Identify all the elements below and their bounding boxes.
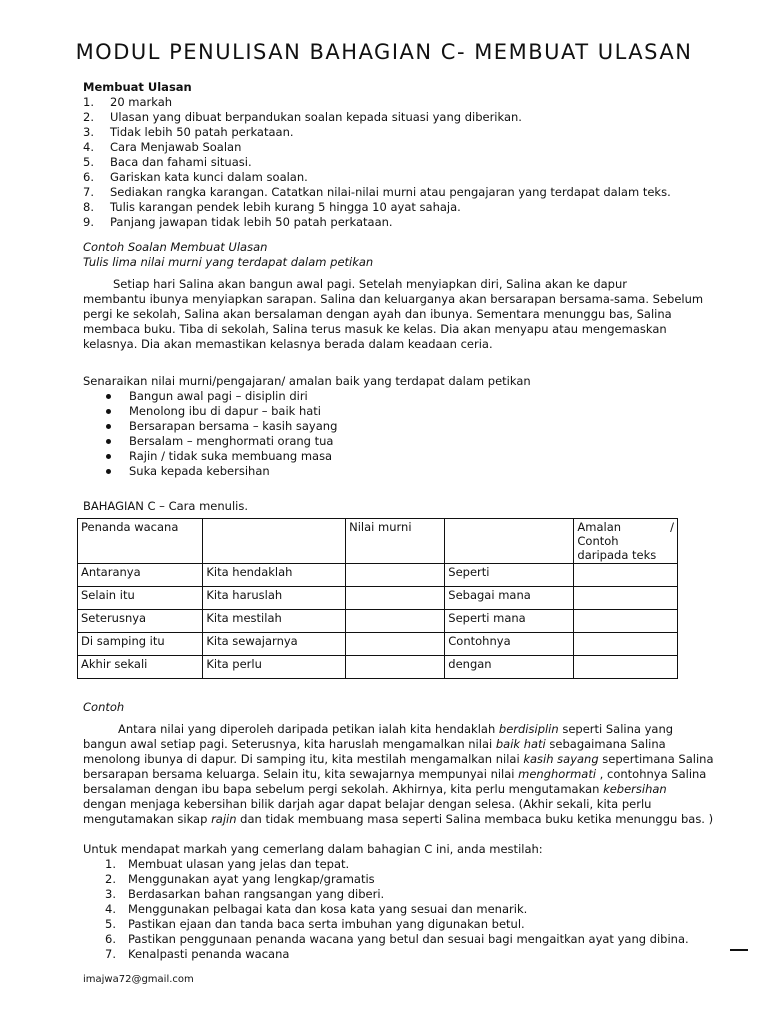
table-cell: [346, 610, 445, 633]
answer-line: [83, 767, 707, 782]
item-number: 3.: [83, 125, 94, 139]
item-number: 7.: [83, 185, 94, 199]
bullet-text: Bersalam – menghormati orang tua: [129, 434, 334, 448]
table-cell: [574, 656, 678, 679]
table-cell: [346, 587, 445, 610]
answer-value: rajin: [211, 812, 237, 826]
section-heading: Membuat Ulasan: [83, 80, 192, 94]
list-item: [83, 140, 683, 155]
list-item: [83, 185, 683, 200]
table-cell: Contohnya: [445, 633, 574, 656]
answer-text: sepertimana Salina: [598, 752, 714, 766]
answer-text: sebagaimana Salina: [545, 737, 666, 751]
list-item: [83, 95, 683, 110]
tip-item: [83, 887, 723, 902]
item-number: 2.: [83, 110, 94, 124]
header-contoh: Contoh: [577, 534, 619, 548]
bullet-text: Bangun awal pagi – disiplin diri: [129, 389, 308, 403]
answer-text: menolong ibunya di dapur. Di samping itu, kita mestilah mengamalkan nilai: [83, 752, 524, 766]
bullet-item: [83, 389, 683, 404]
item-number: 8.: [83, 200, 94, 214]
section-membuat-ulasan: [83, 80, 683, 230]
item-text: Kenalpasti penanda wacana: [128, 947, 290, 961]
tips-section: [83, 842, 723, 962]
tip-item: [83, 857, 723, 872]
table-cell: Kita hendaklah: [203, 564, 346, 587]
item-number: 1.: [105, 857, 116, 871]
bullet-text: Suka kepada kebersihan: [129, 464, 270, 478]
table-cell: Sebagai mana: [445, 587, 574, 610]
passage: [83, 277, 703, 352]
table-row: [78, 564, 678, 587]
answer-value: menghormati: [518, 767, 597, 781]
values-list: [83, 374, 683, 479]
table-row: [78, 587, 678, 610]
bullet-text: Menolong ibu di dapur – baik hati: [129, 404, 322, 418]
answer-text: bangun awal setiap pagi. Seterusnya, kita haruslah mengamalkan nilai: [83, 737, 496, 751]
bullet-item: [83, 434, 683, 449]
header-daripada-teks: daripada teks: [577, 548, 657, 562]
table-cell: Kita mestilah: [203, 610, 346, 633]
item-text: Pastikan penggunaan penanda wacana yang betul dan sesuai bagi mengaitkan ayat yang dibina.: [128, 932, 689, 946]
answer-text: bersarapan bersama keluarga. Selain itu, kita sewajarnya mempunyai nilai: [83, 767, 519, 781]
answer-line: [83, 752, 714, 767]
tip-item: [83, 947, 723, 962]
header-cell: [203, 519, 346, 564]
item-text: Menggunakan pelbagai kata dan kosa kata yang sesuai dan menarik.: [128, 902, 528, 916]
footer-email: imajwa72@gmail.com: [83, 974, 194, 985]
item-number: 1.: [83, 95, 94, 109]
item-text: Ulasan yang dibuat berpandukan soalan kepada situasi yang diberikan.: [110, 110, 522, 124]
table-cell: [346, 564, 445, 587]
item-text: Tidak lebih 50 patah perkataan.: [110, 125, 294, 139]
answer-text: seperti Salina yang: [558, 722, 674, 736]
answer-line: [83, 722, 703, 737]
answer-value: kasih sayang: [523, 752, 599, 766]
bullet-item: [83, 404, 683, 419]
header-slash: /: [670, 520, 674, 534]
item-number: 4.: [83, 140, 94, 154]
answer-line: [83, 782, 703, 797]
item-text: Baca dan fahami situasi.: [110, 155, 252, 169]
passage-line: Setiap hari Salina akan bangun awal pagi. Setelah menyiapkan diri, Salina akan ke dapur: [113, 277, 627, 291]
example-answer-label: Contoh: [83, 700, 125, 714]
example-question: [83, 240, 683, 270]
tip-item: [83, 872, 723, 887]
table-cell: Kita haruslah: [203, 587, 346, 610]
list-item: [83, 170, 683, 185]
list-item: [83, 215, 683, 230]
example-question-instruction: Tulis lima nilai murni yang terdapat dalam petikan: [83, 255, 374, 269]
item-text: Panjang jawapan tidak lebih 50 patah perkataan.: [110, 215, 393, 229]
table-cell: Seterusnya: [78, 610, 203, 633]
tip-item: [83, 902, 723, 917]
example-question-label: Contoh Soalan Membuat Ulasan: [83, 240, 268, 254]
item-text: Cara Menjawab Soalan: [110, 140, 242, 154]
item-number: 4.: [105, 902, 116, 916]
writing-table: [77, 518, 678, 679]
bullet-item: [83, 449, 683, 464]
header-cell: Penanda wacana: [78, 519, 203, 564]
tips-intro: Untuk mendapat markah yang cemerlang dalam bahagian C ini, anda mestilah:: [83, 842, 543, 856]
header-cell: [445, 519, 574, 564]
values-intro: Senaraikan nilai murni/pengajaran/ amalan baik yang terdapat dalam petikan: [83, 374, 531, 388]
answer-line: [83, 737, 703, 752]
table-cell: dengan: [445, 656, 574, 679]
table-cell: [346, 633, 445, 656]
table-cell: [346, 656, 445, 679]
answer-text: Antara nilai yang diperoleh daripada petikan ialah kita hendaklah: [118, 722, 499, 736]
tip-item: [83, 932, 723, 947]
table-cell: [574, 564, 678, 587]
tip-item: [83, 917, 723, 932]
passage-line: kelasnya. Dia akan memastikan kelasnya berada dalam keadaan ceria.: [83, 337, 493, 351]
item-number: 3.: [105, 887, 116, 901]
item-text: Menggunakan ayat yang lengkap/gramatis: [128, 872, 375, 886]
item-number: 6.: [105, 932, 116, 946]
item-text: 20 markah: [110, 95, 173, 109]
header-cell: [574, 519, 678, 564]
item-text: Pastikan ejaan dan tanda baca serta imbuhan yang digunakan betul.: [128, 917, 525, 931]
item-text: Tulis karangan pendek lebih kurang 5 hingga 10 ayat sahaja.: [110, 200, 461, 214]
table-cell: Akhir sekali: [78, 656, 203, 679]
item-number: 5.: [83, 155, 94, 169]
table-row: [78, 633, 678, 656]
list-item: [83, 200, 683, 215]
table-section: [83, 499, 683, 514]
table-cell: Seperti: [445, 564, 574, 587]
table-heading: BAHAGIAN C – Cara menulis.: [83, 499, 248, 513]
item-text: Sediakan rangka karangan. Catatkan nilai-nilai murni atau pengajaran yang terdapat dalam teks.: [110, 185, 671, 199]
passage-line: pergi ke sekolah, Salina akan bersalaman dengan ayah dan ibunya. Sementara menunggu bas, Salina: [83, 307, 672, 321]
answer-line: [83, 797, 703, 812]
item-text: Berdasarkan bahan rangsangan yang diberi.: [128, 887, 385, 901]
table-cell: Kita sewajarnya: [203, 633, 346, 656]
table-cell: Selain itu: [78, 587, 203, 610]
page-dash-mark: [730, 949, 748, 951]
passage-line: membantu ibunya menyiapkan sarapan. Salina dan keluarganya akan bersarapan bersama-sama. Sebelum: [83, 292, 704, 306]
bullet-text: Bersarapan bersama – kasih sayang: [129, 419, 338, 433]
answer-text: , contohnya Salina: [596, 767, 707, 781]
item-number: 7.: [105, 947, 116, 961]
header-amalan-text: Amalan: [577, 520, 622, 534]
header-cell: Nilai murni: [346, 519, 445, 564]
table-cell: Seperti mana: [445, 610, 574, 633]
page-title: MODUL PENULISAN BAHAGIAN C- MEMBUAT ULASAN: [75, 40, 693, 64]
list-item: [83, 110, 683, 125]
list-item: [83, 155, 683, 170]
table-row: [78, 656, 678, 679]
table-cell: Kita perlu: [203, 656, 346, 679]
item-number: 5.: [105, 917, 116, 931]
passage-line: membaca buku. Tiba di sekolah, Salina terus masuk ke kelas. Dia akan menyapu atau mengemaskan: [83, 322, 667, 336]
table-row: [78, 610, 678, 633]
table-cell: [574, 610, 678, 633]
table-cell: [574, 633, 678, 656]
example-answer: [83, 700, 714, 827]
item-text: Gariskan kata kunci dalam soalan.: [110, 170, 308, 184]
item-text: Membuat ulasan yang jelas dan tepat.: [128, 857, 350, 871]
header-amalan: [577, 520, 674, 534]
answer-text: bersalaman dengan ibu bapa sebelum pergi sekolah. Akhirnya, kita perlu mengutamakan: [83, 782, 604, 796]
answer-text: mengutamakan sikap: [83, 812, 212, 826]
answer-text: dengan menjaga kebersihan bilik darjah agar dapat belajar dengan selesa. (Akhir sekali, kita perlu: [83, 797, 652, 811]
item-number: 6.: [83, 170, 94, 184]
table-header-row: [78, 519, 678, 564]
item-number: 2.: [105, 872, 116, 886]
table-cell: Di samping itu: [78, 633, 203, 656]
answer-value: berdisiplin: [498, 722, 559, 736]
item-number: 9.: [83, 215, 94, 229]
answer-value: kebersihan: [603, 782, 667, 796]
bullet-text: Rajin / tidak suka membuang masa: [129, 449, 333, 463]
answer-value: baik hati: [495, 737, 546, 751]
list-item: [83, 125, 683, 140]
answer-text: dan tidak membuang masa seperti Salina membaca buku ketika menunggu bas. ): [236, 812, 714, 826]
table-cell: [574, 587, 678, 610]
answer-line: [83, 812, 714, 827]
table-cell: Antaranya: [78, 564, 203, 587]
bullet-item: [83, 419, 683, 434]
bullet-item: [83, 464, 683, 479]
